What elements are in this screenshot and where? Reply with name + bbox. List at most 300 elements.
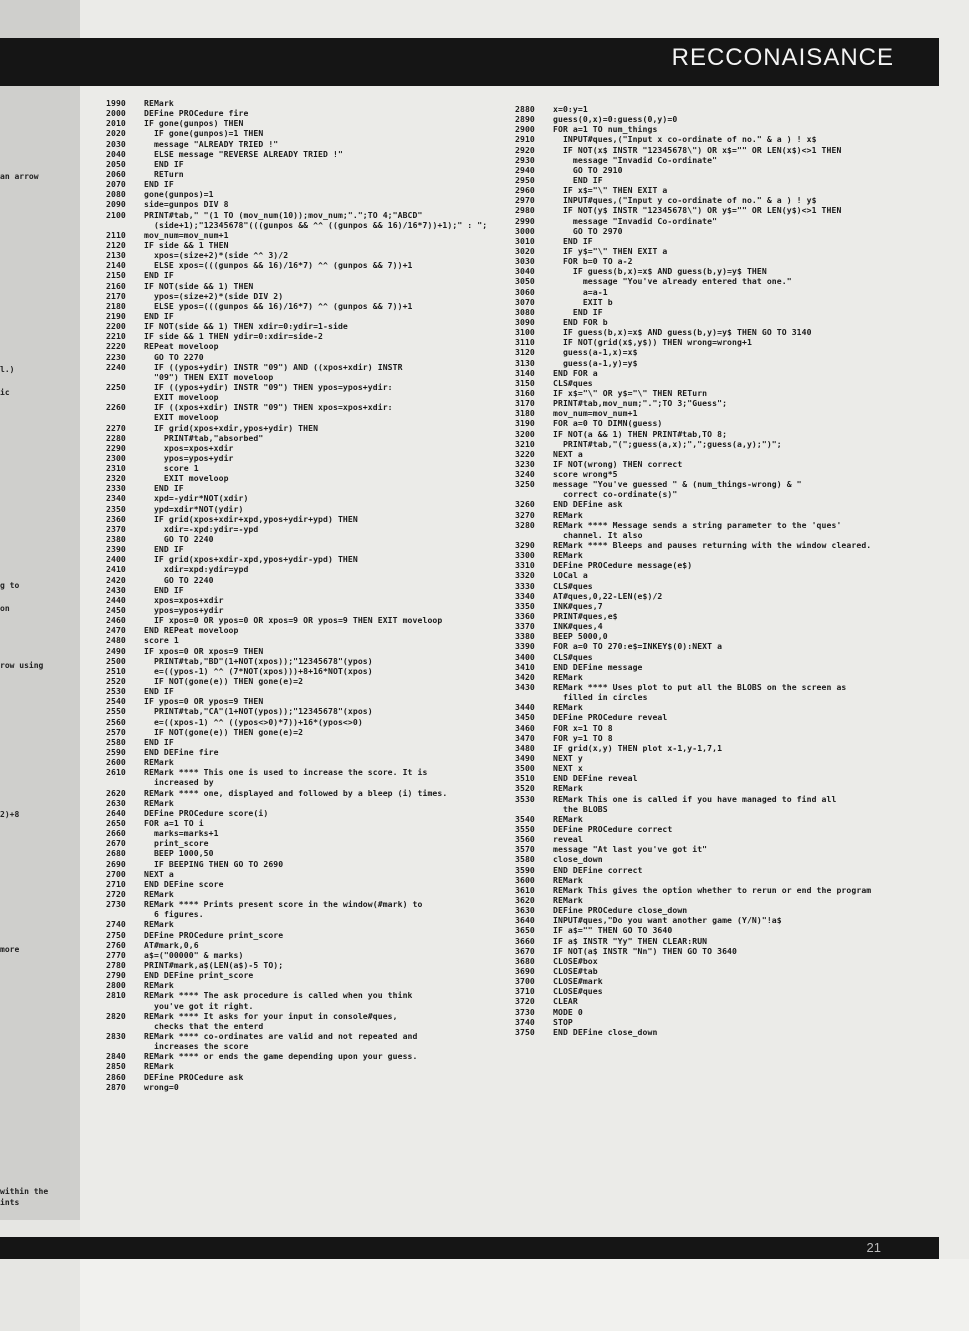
footer-bar — [0, 1237, 939, 1259]
code-text: FOR b=0 TO a-2 — [553, 256, 633, 267]
line-number: 3190 — [515, 418, 535, 429]
code-line — [106, 504, 486, 514]
line-number: 2460 — [106, 615, 126, 626]
code-text: END DEFine close_down — [553, 1026, 658, 1037]
code-text: END IF — [144, 310, 174, 321]
code-text: CLS#ques — [553, 377, 593, 388]
line-number: 2730 — [106, 899, 126, 910]
code-text: DEFine PROCedure message(e$) — [553, 560, 693, 571]
code-line — [515, 185, 915, 195]
code-text: REMark — [553, 671, 583, 682]
code-line — [106, 757, 486, 767]
line-number: 2300 — [106, 452, 126, 463]
code-line — [106, 595, 486, 605]
margin-fragment: an arrow — [0, 172, 39, 181]
code-text: IF NOT(x$ INSTR "12345678\") OR x$="" OR LEN(x$)<>1 THEN — [553, 144, 842, 155]
line-number: 2650 — [106, 817, 126, 828]
line-number: 2090 — [106, 199, 126, 210]
line-number: 3660 — [515, 935, 535, 946]
code-line — [515, 459, 915, 469]
line-number: 2790 — [106, 970, 126, 981]
line-number: 2600 — [106, 757, 126, 768]
code-line — [515, 337, 915, 347]
code-line — [515, 773, 915, 783]
code-text: DEFine PROCedure print_score — [144, 929, 284, 940]
code-text: EXIT b — [553, 296, 613, 307]
code-text: FOR a=0 TO 270:e$=INKEY$(0):NEXT a — [553, 641, 723, 652]
code-line — [515, 368, 915, 378]
code-line — [106, 554, 486, 564]
code-line — [106, 493, 486, 503]
code-line — [515, 347, 915, 357]
line-number: 2680 — [106, 848, 126, 859]
code-line — [106, 615, 486, 625]
code-line — [515, 246, 915, 256]
code-text: NEXT a — [144, 868, 174, 879]
line-number: 3050 — [515, 276, 535, 287]
code-line — [106, 423, 486, 433]
line-number: 2280 — [106, 432, 126, 443]
code-text: END IF — [553, 235, 593, 246]
line-number: 2430 — [106, 584, 126, 595]
code-line — [515, 814, 915, 824]
code-line — [106, 139, 486, 149]
line-number: 2510 — [106, 665, 126, 676]
code-line — [106, 189, 486, 199]
code-line — [106, 635, 486, 645]
line-number: 2350 — [106, 503, 126, 514]
line-number: 3220 — [515, 448, 535, 459]
code-text: INK#ques,7 — [553, 600, 603, 611]
line-number: 2970 — [515, 195, 535, 206]
line-number: 2080 — [106, 189, 126, 200]
code-line — [106, 1051, 486, 1061]
code-text: END IF — [144, 270, 174, 281]
line-number: 3570 — [515, 844, 535, 855]
code-line — [106, 402, 486, 412]
code-line — [106, 727, 486, 737]
line-number: 3110 — [515, 337, 535, 348]
code-text: increases the score — [154, 1041, 249, 1052]
code-line — [515, 550, 915, 560]
code-line — [515, 530, 915, 540]
line-number: 2250 — [106, 381, 126, 392]
line-number: 2370 — [106, 523, 126, 534]
code-line — [106, 483, 486, 493]
code-line — [515, 946, 915, 956]
line-number: 3370 — [515, 621, 535, 632]
line-number: 2270 — [106, 422, 126, 433]
code-line — [515, 723, 915, 733]
line-number: 3440 — [515, 702, 535, 713]
code-text: END IF — [144, 686, 174, 697]
code-text: PRINT#tab,mov_num;".";TO 3;"Guess"; — [553, 398, 728, 409]
line-number: 2320 — [106, 473, 126, 484]
code-text: REMark — [144, 797, 174, 808]
code-line — [515, 621, 915, 631]
code-line — [515, 692, 915, 702]
code-line — [106, 210, 486, 220]
code-text: message "ALREADY TRIED !" — [144, 138, 279, 149]
code-line — [106, 433, 486, 443]
code-text: message "You've guessed " & (num_things-wrong) & " — [553, 479, 802, 490]
code-line — [515, 205, 915, 215]
code-line — [515, 408, 915, 418]
line-number: 2710 — [106, 878, 126, 889]
line-number: 3640 — [515, 915, 535, 926]
code-text: NEXT x — [553, 763, 583, 774]
code-line — [106, 169, 486, 179]
margin-fragment: g to — [0, 581, 20, 590]
code-line — [106, 291, 486, 301]
line-number: 2940 — [515, 164, 535, 175]
line-number: 2240 — [106, 361, 126, 372]
code-line — [106, 331, 486, 341]
line-number: 2360 — [106, 513, 126, 524]
line-number: 2850 — [106, 1061, 126, 1072]
code-line — [515, 540, 915, 550]
code-line — [106, 777, 486, 787]
code-line — [106, 676, 486, 686]
line-number: 3560 — [515, 834, 535, 845]
line-number: 2830 — [106, 1030, 126, 1041]
code-line — [515, 956, 915, 966]
line-number: 3550 — [515, 823, 535, 834]
code-text: correct co-ordinate(s)" — [563, 489, 678, 500]
line-number: 3750 — [515, 1026, 535, 1037]
code-line — [106, 108, 486, 118]
line-number: 3400 — [515, 651, 535, 662]
line-number: 2810 — [106, 990, 126, 1001]
code-line — [106, 646, 486, 656]
code-line — [515, 114, 915, 124]
code-text: score 1 — [144, 463, 199, 474]
code-text: INK#ques,4 — [553, 621, 603, 632]
code-line — [106, 696, 486, 706]
line-number: 2060 — [106, 168, 126, 179]
code-line — [106, 919, 486, 929]
code-line — [106, 717, 486, 727]
line-number: 2750 — [106, 929, 126, 940]
line-number: 3470 — [515, 732, 535, 743]
line-number: 3030 — [515, 256, 535, 267]
line-number: 2260 — [106, 402, 126, 413]
code-text: GO TO 2970 — [553, 225, 623, 236]
code-text: IF NOT(a$ INSTR "Nn") THEN GO TO 3640 — [553, 945, 737, 956]
line-number: 2480 — [106, 635, 126, 646]
code-text: mov_num=mov_num+1 — [553, 408, 638, 419]
code-text: PRINT#tab,"CA"(1+NOT(ypos));"12345678"(xpos) — [144, 706, 373, 717]
code-text: guess(a-1,x)=x$ — [553, 347, 638, 358]
code-line — [106, 199, 486, 209]
line-number: 2550 — [106, 706, 126, 717]
line-number: 2950 — [515, 174, 535, 185]
code-text: side=gunpos DIV 8 — [144, 199, 229, 210]
code-text: DEFine PROCedure ask — [144, 1071, 244, 1082]
code-line — [106, 686, 486, 696]
line-number: 2770 — [106, 949, 126, 960]
code-text: IF a$ INSTR "Yy" THEN CLEAR:RUN — [553, 935, 708, 946]
code-line — [106, 788, 486, 798]
code-text: END DEFine message — [553, 661, 643, 672]
line-number: 2150 — [106, 270, 126, 281]
code-text: e=((ypos-1) ^^ (7*NOT(xpos)))+8+16*NOT(xpos) — [144, 665, 373, 676]
code-line — [106, 960, 486, 970]
line-number: 3420 — [515, 671, 535, 682]
code-text: ypd=xdir*NOT(ydir) — [144, 503, 244, 514]
line-number: 3080 — [515, 306, 535, 317]
line-number: 2570 — [106, 726, 126, 737]
code-text: FOR x=1 TO 8 — [553, 722, 613, 733]
code-text: EXIT moveloop — [154, 412, 219, 423]
code-line — [106, 260, 486, 270]
code-line — [106, 879, 486, 889]
code-text: IF NOT(a && 1) THEN PRINT#tab,TO 8; — [553, 428, 728, 439]
line-number: 2380 — [106, 534, 126, 545]
code-line — [106, 250, 486, 260]
code-line — [515, 1007, 915, 1017]
code-line — [106, 940, 486, 950]
code-text: guess(a-1,y)=y$ — [553, 357, 638, 368]
code-text: marks=marks+1 — [144, 828, 219, 839]
line-number: 3180 — [515, 408, 535, 419]
code-line — [106, 1072, 486, 1082]
line-number: 2340 — [106, 493, 126, 504]
line-number: 2930 — [515, 154, 535, 165]
code-line — [515, 966, 915, 976]
code-line — [515, 844, 915, 854]
code-text: CLEAR — [553, 996, 578, 1007]
code-text: REMark **** Bleeps and pauses returning with the window cleared. — [553, 540, 872, 551]
margin-fragment: within the — [0, 1187, 49, 1196]
code-text: you've got it right. — [154, 1000, 254, 1011]
code-text: REMark — [553, 813, 583, 824]
code-text: END IF — [144, 544, 184, 555]
code-text: FOR y=1 TO 8 — [553, 732, 613, 743]
line-number: 3580 — [515, 854, 535, 865]
code-line — [515, 449, 915, 459]
line-number: 2860 — [106, 1071, 126, 1082]
code-text: CLOSE#ques — [553, 986, 603, 997]
code-line — [106, 412, 486, 422]
code-line — [106, 828, 486, 838]
code-line — [515, 469, 915, 479]
code-line — [515, 702, 915, 712]
code-line — [515, 581, 915, 591]
code-text: guess(0,x)=0:guess(0,y)=0 — [553, 114, 678, 125]
code-text: "09") THEN EXIT moveloop — [154, 371, 274, 382]
code-text: END DEFine score — [144, 878, 224, 889]
code-line — [515, 682, 915, 692]
code-line — [106, 808, 486, 818]
code-line — [515, 236, 915, 246]
code-text: IF guess(b,x)=x$ AND guess(b,y)=y$ THEN GO TO 3140 — [553, 327, 812, 338]
code-text: NEXT y — [553, 753, 583, 763]
code-text: FOR a=0 TO DIMN(guess) — [553, 418, 663, 429]
code-text: REMark — [553, 702, 583, 713]
line-number: 3130 — [515, 357, 535, 368]
code-text: message "At last you've got it" — [553, 844, 708, 855]
code-text: ELSE xpos=(((gunpos && 16)/16*7) ^^ (gunpos && 7))+1 — [144, 260, 413, 271]
code-line — [106, 980, 486, 990]
code-line — [106, 352, 486, 362]
code-line — [106, 311, 486, 321]
line-number: 3730 — [515, 1006, 535, 1017]
code-text: REMark **** or ends the game depending upon your guess. — [144, 1051, 418, 1062]
code-line — [515, 753, 915, 763]
code-text: DEFine PROCedure close_down — [553, 905, 688, 916]
code-line — [515, 418, 915, 428]
line-number: 2050 — [106, 158, 126, 169]
line-number: 2780 — [106, 959, 126, 970]
code-line — [515, 124, 915, 134]
code-text: BEEP 1000,50 — [144, 848, 214, 859]
code-text: CLOSE#tab — [553, 965, 598, 976]
code-line — [106, 564, 486, 574]
line-number: 3410 — [515, 661, 535, 672]
line-number: 2610 — [106, 767, 126, 778]
code-text: REMark — [553, 874, 583, 885]
code-line — [515, 783, 915, 793]
line-number: 2330 — [106, 483, 126, 494]
code-text: ypos=ypos+ydir — [144, 452, 234, 463]
code-line — [515, 560, 915, 570]
code-text: ELSE ypos=(((gunpos && 16)/16*7) ^^ (gunpos && 7))+1 — [144, 300, 413, 311]
code-text: REMark **** It asks for your input in console#ques, — [144, 1010, 398, 1021]
line-number: 3230 — [515, 458, 535, 469]
code-text: REMark **** Prints present score in the window(#mark) to — [144, 899, 423, 910]
code-text: xpos=xpos+xdir — [144, 594, 224, 605]
code-text: REMark — [553, 550, 583, 561]
code-line — [515, 986, 915, 996]
code-line — [106, 767, 486, 777]
code-line — [515, 824, 915, 834]
code-line — [515, 1017, 915, 1027]
line-number: 3340 — [515, 590, 535, 601]
code-line — [106, 818, 486, 828]
code-line — [515, 591, 915, 601]
code-text: ypos=ypos+ydir — [144, 605, 224, 616]
line-number: 2030 — [106, 138, 126, 149]
line-number: 3040 — [515, 266, 535, 277]
code-text: xdir=xpd:ydir=ypd — [144, 564, 249, 575]
line-number: 3240 — [515, 469, 535, 480]
code-line — [106, 798, 486, 808]
code-line — [515, 976, 915, 986]
code-text: END IF — [144, 158, 184, 169]
code-text: message "You've already entered that one." — [553, 276, 792, 287]
code-line — [515, 175, 915, 185]
code-line — [106, 341, 486, 351]
line-number: 2670 — [106, 838, 126, 849]
line-number: 2000 — [106, 108, 126, 119]
code-text: IF BEEPING THEN GO TO 2690 — [144, 858, 284, 869]
line-number: 3630 — [515, 905, 535, 916]
line-number: 3060 — [515, 286, 535, 297]
code-line — [515, 885, 915, 895]
margin-fragment: on — [0, 604, 10, 613]
line-number: 3530 — [515, 793, 535, 804]
code-text: GO TO 2240 — [144, 574, 214, 585]
code-text: print_score — [144, 838, 209, 849]
line-number: 2200 — [106, 321, 126, 332]
code-text: IF grid(xpos+xdir,ypos+ydir) THEN — [144, 422, 319, 433]
code-text: a$=("00000" & marks) — [144, 949, 244, 960]
code-text: xpd=-ydir*NOT(xdir) — [144, 493, 249, 504]
code-text: END IF — [553, 174, 603, 185]
code-text: CLOSE#mark — [553, 976, 603, 987]
line-number: 2450 — [106, 605, 126, 616]
code-line — [515, 358, 915, 368]
code-text: DEFine PROCedure fire — [144, 108, 249, 119]
code-text: close_down — [553, 854, 603, 865]
line-number: 3430 — [515, 682, 535, 693]
code-text: GO TO 2240 — [144, 534, 214, 545]
code-line — [106, 524, 486, 534]
line-number: 3690 — [515, 965, 535, 976]
code-text: filled in circles — [563, 692, 648, 703]
code-text: EXIT moveloop — [144, 473, 229, 484]
line-number: 2140 — [106, 260, 126, 271]
line-number: 2230 — [106, 351, 126, 362]
code-text: IF grid(x,y) THEN plot x-1,y-1,7,1 — [553, 742, 723, 753]
code-text: ypos=(size+2)*(side DIV 2) — [144, 290, 284, 301]
code-line — [106, 159, 486, 169]
line-number: 3510 — [515, 773, 535, 784]
line-number: 3200 — [515, 428, 535, 439]
margin-fragment: ic — [0, 388, 10, 397]
line-number: 3160 — [515, 387, 535, 398]
line-number: 2720 — [106, 888, 126, 899]
line-number: 3250 — [515, 479, 535, 490]
code-text: IF ((ypos+ydir) INSTR "09") AND ((xpos+xdir) INSTR — [144, 361, 403, 372]
code-line — [106, 1011, 486, 1021]
code-text: RETurn — [144, 168, 184, 179]
code-line — [106, 1021, 486, 1031]
line-number: 2010 — [106, 118, 126, 129]
code-line — [515, 936, 915, 946]
code-text: xpos=(size+2)*(side ^^ 3)/2 — [144, 250, 289, 261]
code-text: STOP — [553, 1016, 573, 1027]
code-line — [515, 611, 915, 621]
line-number: 3520 — [515, 783, 535, 794]
line-number: 2420 — [106, 574, 126, 585]
code-text: score wrong*5 — [553, 469, 618, 480]
code-listing-right — [515, 104, 915, 1037]
code-line — [515, 276, 915, 286]
code-line — [106, 392, 486, 402]
code-text: REMark — [553, 509, 583, 520]
code-line — [106, 534, 486, 544]
line-number: 3100 — [515, 327, 535, 338]
code-line — [515, 804, 915, 814]
header-bar — [0, 38, 939, 86]
code-text: GO TO 2270 — [144, 351, 204, 362]
line-number: 3320 — [515, 570, 535, 581]
line-number: 2440 — [106, 594, 126, 605]
code-text: reveal — [553, 834, 583, 845]
line-number: 2990 — [515, 215, 535, 226]
code-text: IF NOT(gone(e)) THEN gone(e)=2 — [144, 726, 304, 737]
code-text: DEFine PROCedure correct — [553, 823, 673, 834]
code-line — [106, 128, 486, 138]
code-line — [515, 895, 915, 905]
code-line — [515, 905, 915, 915]
code-line — [515, 915, 915, 925]
line-number: 3350 — [515, 600, 535, 611]
code-text: END DEFine fire — [144, 747, 219, 757]
code-text: IF NOT(side && 1) THEN xdir=0:ydir=1-side — [144, 321, 348, 332]
